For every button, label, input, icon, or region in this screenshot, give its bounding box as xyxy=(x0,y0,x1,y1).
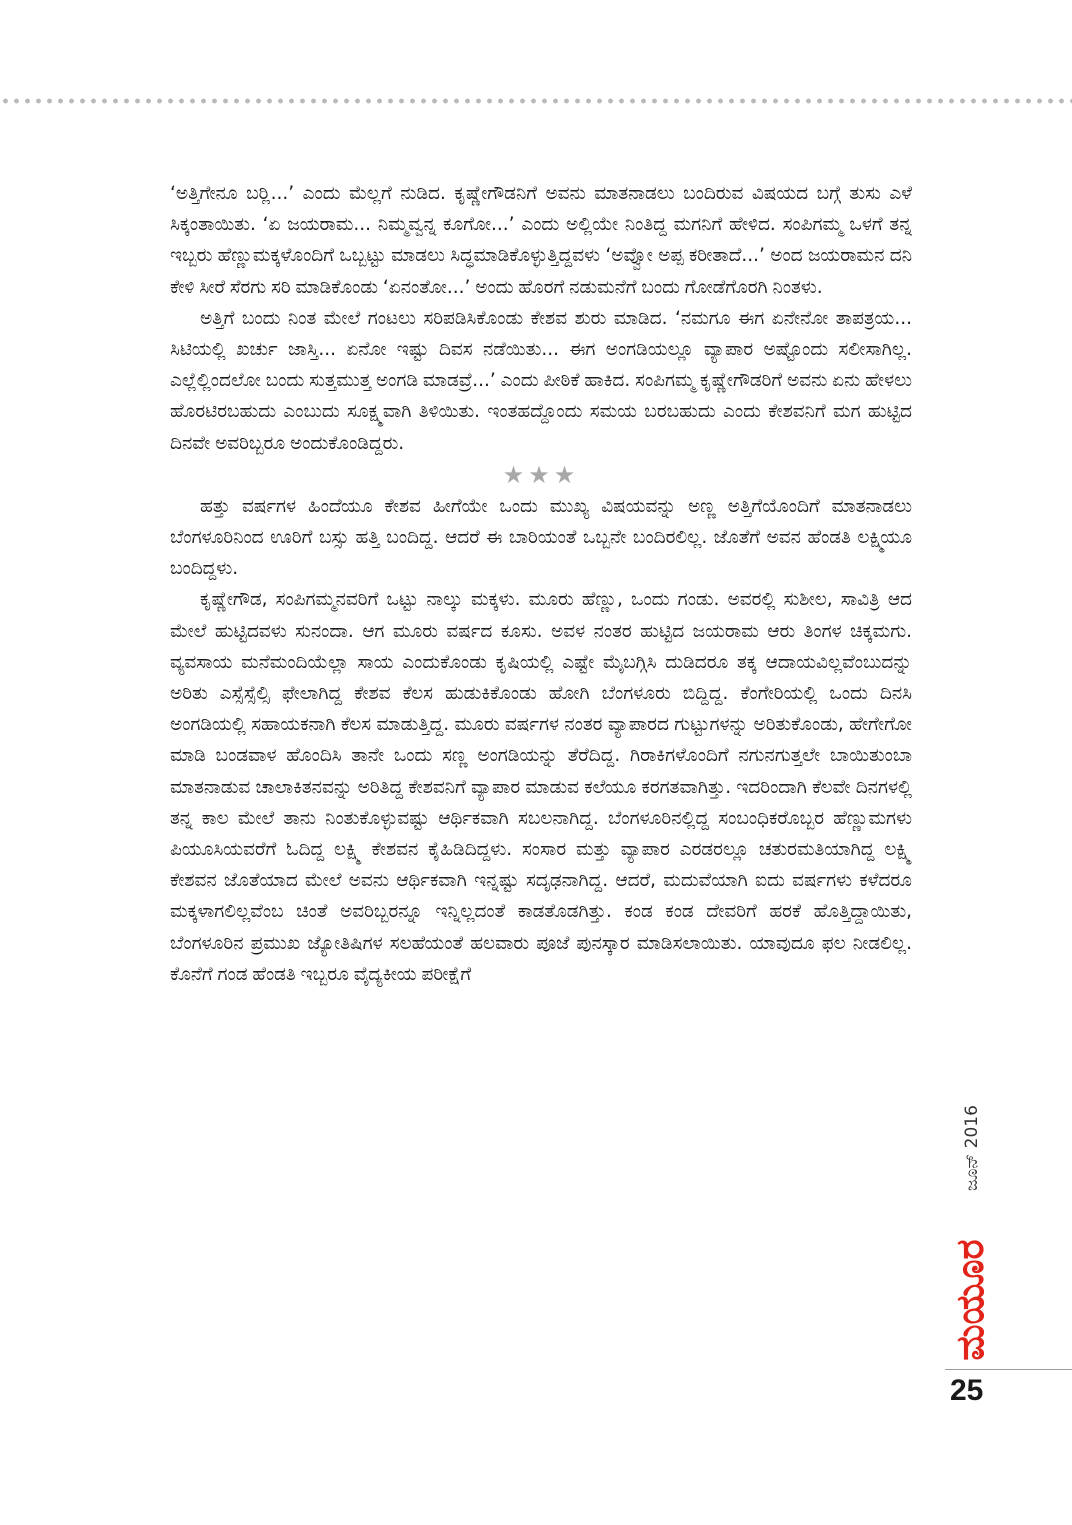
issue-date: ಜೂನ್ 2016 xyxy=(962,1105,982,1191)
paragraph-4: ಕೃಷ್ಣೇಗೌಡ, ಸಂಪಿಗಮ್ಮನವರಿಗೆ ಒಟ್ಟು ನಾಲ್ಕು ಮಕ್ಕಳು. ಮೂರು ಹೆಣ್ಣು, ಒಂದು ಗಂಡು. ಅವರಲ್ಲಿ ಸುಶೀಲ, ಸಾವಿತ್ರಿ ಆದ ಮೇಲೆ ಹುಟ್ಟಿದವಳು ಸುನಂದಾ. ಆಗ ಮೂರು ವರ್ಷದ ಕೂಸು. ಅವಳ ನಂತರ ಹುಟ್ಟಿದ ಜಯರಾಮ ಆರು ತಿಂಗಳ ಚಿಕ್ಕಮಗು. ವ್ಯವಸಾಯ ಮನೆಮಂದಿಯೆಲ್ಲಾ ಸಾಯ ಎಂದುಕೊಂಡು ಕೃಷಿಯಲ್ಲಿ ಎಷ್ಟೇ ಮೈಬಗ್ಗಿಸಿ ದುಡಿದರೂ ತಕ್ಕ ಆದಾಯವಿಲ್ಲವೆಂಬುದನ್ನು ಅರಿತು ಎಸ್ಸೆಸ್ಸೆಲ್ಸಿ ಫೇಲಾಗಿದ್ದ ಕೇಶವ ಕೆಲಸ ಹುಡುಕಿಕೊಂಡು ಹೋಗಿ ಬೆಂಗಳೂರು ಬಿದ್ದಿದ್ದ. ಕೆಂಗೇರಿಯಲ್ಲಿ ಒಂದು ದಿನಸಿ ಅಂಗಡಿಯಲ್ಲಿ ಸಹಾಯಕನಾಗಿ ಕೆಲಸ ಮಾಡುತ್ತಿದ್ದ. ಮೂರು ವರ್ಷಗಳ ನಂತರ ವ್ಯಾಪಾರದ ಗುಟ್ಟುಗಳನ್ನು ಅರಿತುಕೊಂಡು, ಹೇಗೇಗೋ ಮಾಡಿ ಬಂಡವಾಳ ಹೊಂದಿಸಿ ತಾನೇ ಒಂದು ಸಣ್ಣ ಅಂಗಡಿಯನ್ನು ತೆರೆದಿದ್ದ. ಗಿರಾಕಿಗಳೊಂದಿಗೆ ನಗುನಗುತ್ತಲೇ ಬಾಯಿತುಂಬಾ ಮಾತನಾಡುವ ಚಾಲಾಕಿತನವನ್ನು ಅರಿತಿದ್ದ ಕೇಶವನಿಗೆ ವ್ಯಾಪಾರ ಮಾಡುವ ಕಲೆಯೂ ಕರಗತವಾಗಿತ್ತು. ಇದರಿಂದಾಗಿ ಕೆಲವೇ ದಿನಗಳಲ್ಲಿ ತನ್ನ ಕಾಲ ಮೇಲೆ ತಾನು ನಿಂತುಕೊಳ್ಳುವಷ್ಟು ಆರ್ಥಿಕವಾಗಿ ಸಬಲನಾಗಿದ್ದ. ಬೆಂಗಳೂರಿನಲ್ಲಿದ್ದ ಸಂಬಂಧಿಕರೊಬ್ಬರ ಹೆಣ್ಣುಮಗಳು ಪಿಯೂಸಿಯವರೆಗೆ ಓದಿದ್ದ ಲಕ್ಷ್ಮಿ ಕೇಶವನ ಕೈಹಿಡಿದಿದ್ದಳು. ಸಂಸಾರ ಮತ್ತು ವ್ಯಾಪಾರ ಎರಡರಲ್ಲೂ ಚತುರಮತಿಯಾಗಿದ್ದ ಲಕ್ಷ್ಮಿ ಕೇಶವನ ಜೊತೆಯಾದ ಮೇಲೆ ಅವನು ಆರ್ಥಿಕವಾಗಿ ಇನ್ನಷ್ಟು ಸದೃಢನಾಗಿದ್ದ. ಆದರೆ, ಮದುವೆಯಾಗಿ ಐದು ವರ್ಷಗಳು ಕಳೆದರೂ ಮಕ್ಕಳಾಗಲಿಲ್ಲವೆಂಬ ಚಿಂತೆ ಅವರಿಬ್ಬರನ್ನೂ ಇನ್ನಿಲ್ಲದಂತೆ ಕಾಡತೊಡಗಿತ್ತು. ಕಂಡ ಕಂಡ ದೇವರಿಗೆ ಹರಕೆ ಹೊತ್ತಿದ್ದಾಯಿತು, ಬೆಂಗಳೂರಿನ ಪ್ರಮುಖ ಜ್ಯೋತಿಷಿಗಳ ಸಲಹೆಯಂತೆ ಹಲವಾರು ಪೂಜೆ ಪುನಸ್ಕಾರ ಮಾಡಿಸಲಾಯಿತು. ಯಾವುದೂ ಫಲ ನೀಡಲಿಲ್ಲ. ಕೊನೆಗೆ ಗಂಡ ಹೆಂಡತಿ ಇಬ್ಬರೂ ವೈದ್ಯಕೀಯ ಪರೀಕ್ಷೆಗೆ xyxy=(170,589,912,985)
page-number-rule xyxy=(945,1369,1072,1370)
section-separator-stars: ★★★ xyxy=(502,460,580,489)
paragraph-1: ‘ಅತ್ತಿಗೇನೂ ಬರ್‍ಲಿ...’ ಎಂದು ಮೆಲ್ಲಗೆ ನುಡಿದ. ಕೃಷ್ಣೇಗೌಡನಿಗೆ ಅವನು ಮಾತನಾಡಲು ಬಂದಿರುವ ವಿಷಯದ ಬಗ್ಗೆ ತುಸು ಎಳೆ ಸಿಕ್ಕಂತಾಯಿತು. ‘ಏ ಜಯರಾಮ... ನಿಮ್ಮವ್ವನ್ನ ಕೂಗೋ...’ ಎಂದು ಅಲ್ಲಿಯೇ ನಿಂತಿದ್ದ ಮಗನಿಗೆ ಹೇಳಿದ. ಸಂಪಿಗಮ್ಮ ಒಳಗೆ ತನ್ನ ಇಬ್ಬರು ಹೆಣ್ಣುಮಕ್ಕಳೊಂದಿಗೆ ಒಬ್ಬಟ್ಟು ಮಾಡಲು ಸಿದ್ಧಮಾಡಿಕೊಳ್ಳುತ್ತಿದ್ದವಳು ‘ಅವ್ವೋ ಅಪ್ಪ ಕರೀತಾದೆ...’ ಅಂದ ಜಯರಾಮನ ದನಿ ಕೇಳಿ ಸೀರೆ ಸೆರಗು ಸರಿ ಮಾಡಿಕೊಂಡು ‘ಏನಂತೋ...’ ಅಂದು ಹೊರಗೆ ನಡುಮನೆಗೆ ಬಂದು ಗೋಡೆಗೊರಗಿ ನಿಂತಳು. xyxy=(170,183,912,298)
dotted-header-rule xyxy=(0,96,1072,106)
magazine-logo: ಮಯೂರ xyxy=(948,1239,992,1361)
paragraph-3: ಹತ್ತು ವರ್ಷಗಳ ಹಿಂದೆಯೂ ಕೇಶವ ಹೀಗೆಯೇ ಒಂದು ಮುಖ್ಯ ವಿಷಯವನ್ನು ಅಣ್ಣ ಅತ್ತಿಗೆಯೊಂದಿಗೆ ಮಾತನಾಡಲು ಬೆಂಗಳೂರಿನಿಂದ ಊರಿಗೆ ಬಸ್ಸು ಹತ್ತಿ ಬಂದಿದ್ದ. ಆದರೆ ಈ ಬಾರಿಯಂತೆ ಒಬ್ಬನೇ ಬಂದಿರಲಿಲ್ಲ. ಜೊತೆಗೆ ಅವನ ಹೆಂಡತಿ ಲಕ್ಷ್ಮಿಯೂ ಬಂದಿದ್ದಳು. xyxy=(170,495,912,580)
paragraph-2: ಅತ್ತಿಗೆ ಬಂದು ನಿಂತ ಮೇಲೆ ಗಂಟಲು ಸರಿಪಡಿಸಿಕೊಂಡು ಕೇಶವ ಶುರು ಮಾಡಿದ. ‘ನಮಗೂ ಈಗ ಏನೇನೋ ತಾಪತ್ರಯ... ಸಿಟಿಯಲ್ಲಿ ಖರ್ಚು ಜಾಸ್ತಿ... ಏನೋ ಇಷ್ಟು ದಿವಸ ನಡೆಯಿತು... ಈಗ ಅಂಗಡಿಯಲ್ಲೂ ವ್ಯಾಪಾರ ಅಷ್ಟೊಂದು ಸಲೀಸಾಗಿಲ್ಲ. ಎಲ್ಲೆಲ್ಲಿಂದಲೋ ಬಂದು ಸುತ್ತಮುತ್ತ ಅಂಗಡಿ ಮಾಡವ್ರೆ...’ ಎಂದು ಪೀಠಿಕೆ ಹಾಕಿದ. ಸಂಪಿಗಮ್ಮ ಕೃಷ್ಣೇಗೌಡರಿಗೆ ಅವನು ಏನು ಹೇಳಲು ಹೊರಟಿರಬಹುದು ಎಂಬುದು ಸೂಕ್ಷ್ಮವಾಗಿ ತಿಳಿಯಿತು. ಇಂತಹದ್ದೊಂದು ಸಮಯ ಬರಬಹುದು ಎಂದು ಕೇಶವನಿಗೆ ಮಗ ಹುಟ್ಟಿದ ದಿನವೇ ಅವರಿಬ್ಬರೂ ಅಂದುಕೊಂಡಿದ್ದರು. xyxy=(170,307,912,454)
article-body xyxy=(170,178,912,990)
page-number: 25 xyxy=(950,1374,984,1407)
